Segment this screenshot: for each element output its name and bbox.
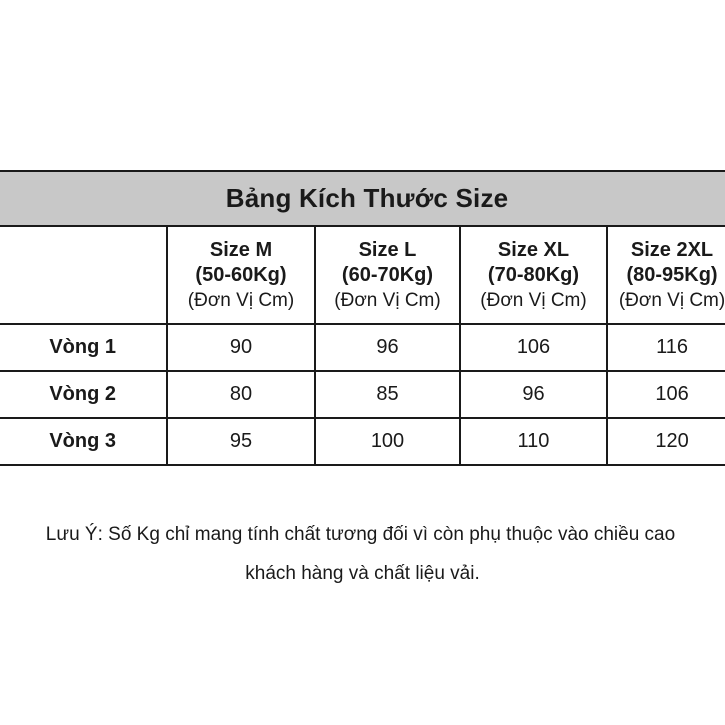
header-size-unit: (Đơn Vị Cm) [187,289,295,311]
table-cell: 96 [460,371,607,418]
size-table [0,170,725,466]
header-size-l [315,226,460,324]
table-cell: 110 [460,418,607,465]
header-size-name: Size 2XL [630,238,714,261]
table-row [0,324,725,371]
title-row [0,171,725,226]
header-size-weight: (70-80Kg) [487,263,580,286]
table-cell: 106 [460,324,607,371]
table-cell: 106 [607,371,725,418]
table-cell: 85 [315,371,460,418]
header-size-unit: (Đơn Vị Cm) [618,289,725,311]
header-size-weight: (60-70Kg) [341,263,434,286]
header-row [0,226,725,324]
table-cell: 116 [607,324,725,371]
header-size-unit: (Đơn Vị Cm) [334,289,441,311]
note-line-1: Lưu Ý: Số Kg chỉ mang tính chất tương đối vì còn phụ thuộc vào chiều cao [45,524,676,545]
table-row [0,371,725,418]
note-line-2: khách hàng và chất liệu vải. [245,563,480,584]
header-size-weight: (80-95Kg) [626,263,718,286]
row-label: Vòng 1 [0,324,167,371]
table-cell: 90 [167,324,315,371]
row-label: Vòng 3 [0,418,167,465]
header-size-unit: (Đơn Vị Cm) [480,289,587,311]
table-cell: 95 [167,418,315,465]
table-cell: 96 [315,324,460,371]
table-title: Bảng Kích Thước Size [0,171,725,226]
table-cell: 80 [167,371,315,418]
header-size-name: Size M [209,238,273,261]
table-cell: 120 [607,418,725,465]
row-label: Vòng 2 [0,371,167,418]
header-size-weight: (50-60Kg) [195,263,287,286]
table-cell: 100 [315,418,460,465]
header-size-2xl [607,226,725,324]
header-size-xl [460,226,607,324]
header-size-name: Size L [358,238,417,261]
header-empty-cell [0,226,167,324]
header-size-name: Size XL [497,238,570,261]
header-size-m [167,226,315,324]
table-row [0,418,725,465]
